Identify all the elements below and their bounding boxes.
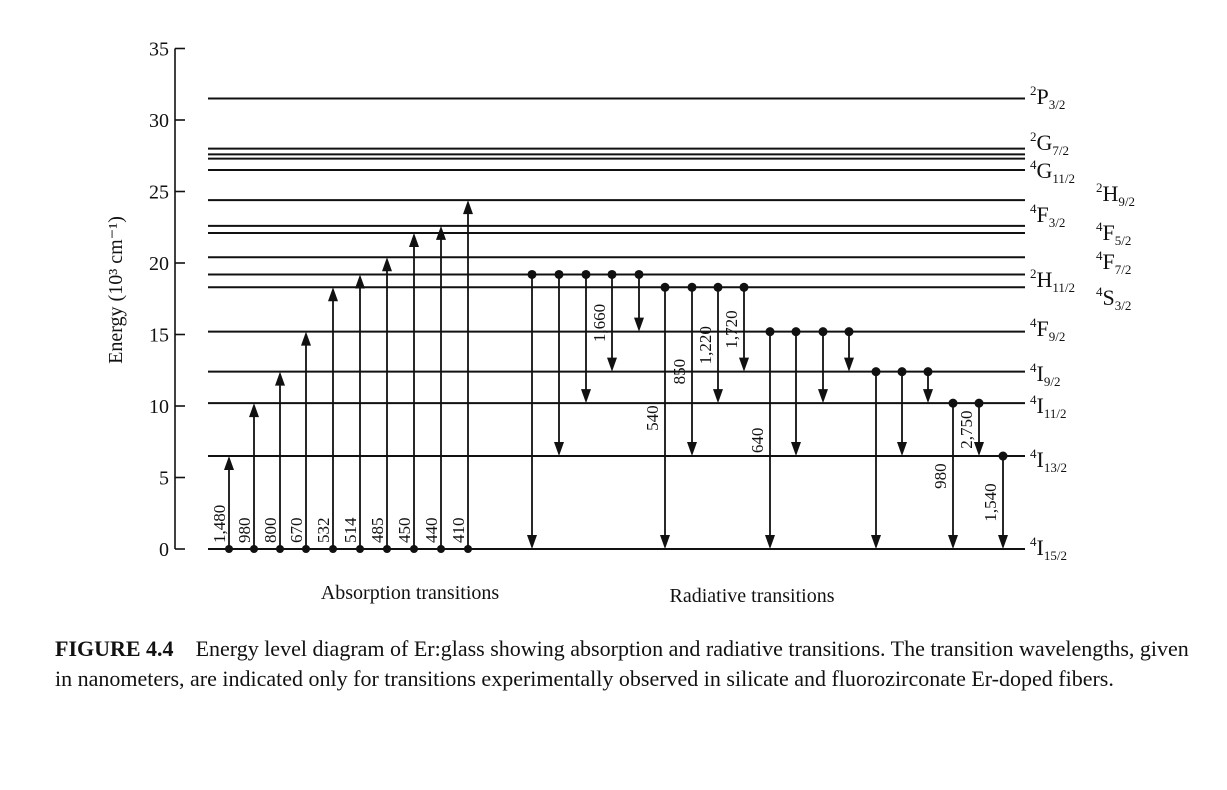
level-label-j: 9/2 — [1043, 374, 1061, 389]
level-label — [1030, 360, 1060, 389]
level-label — [1030, 83, 1065, 112]
absorption-wavelength-label: 485 — [368, 517, 387, 543]
level-label-j: 15/2 — [1043, 548, 1067, 563]
absorption-wavelength-label: 800 — [261, 517, 280, 543]
radiative-wavelength-label: 1,660 — [590, 303, 609, 343]
level-label — [1030, 129, 1069, 158]
arrowhead-up — [275, 372, 285, 386]
level-label-j: 7/2 — [1052, 143, 1070, 158]
arrowhead-down — [871, 535, 881, 549]
ground-state-dot — [276, 545, 284, 553]
axis-tick-label: 25 — [149, 181, 169, 204]
level-label-term: I — [1036, 447, 1044, 472]
absorption-transitions — [210, 200, 473, 553]
ground-state-dot — [329, 545, 337, 553]
arrowhead-up — [355, 274, 365, 288]
arrowhead-down — [818, 389, 828, 403]
level-label-j: 11/2 — [1052, 171, 1076, 186]
ground-state-dot — [464, 545, 472, 553]
figure-number: FIGURE 4.4 — [55, 636, 174, 661]
arrowhead-down — [765, 535, 775, 549]
arrowhead-down — [923, 389, 933, 403]
arrowhead-down — [527, 535, 537, 549]
axis-tick-label: 0 — [159, 539, 169, 561]
level-label — [1030, 201, 1065, 230]
arrowhead-down — [687, 442, 697, 456]
level-label — [1096, 219, 1131, 248]
level-label-j: 3/2 — [1048, 97, 1066, 112]
level-label — [1030, 534, 1067, 563]
level-label-term: I — [1036, 393, 1044, 418]
radiative-wavelength-label: 2,750 — [957, 410, 976, 449]
absorption-wavelength-label: 440 — [422, 517, 441, 543]
energy-levels — [208, 99, 1025, 549]
level-label-multiplicity: 4 — [1096, 219, 1103, 234]
arrowhead-up — [328, 287, 338, 301]
level-label — [1096, 284, 1131, 313]
absorption-wavelength-label: 450 — [395, 517, 414, 543]
absorption-wavelength-label: 514 — [341, 517, 360, 543]
level-label-j: 3/2 — [1114, 298, 1132, 313]
arrowhead-down — [713, 389, 723, 403]
ground-state-dot — [437, 545, 445, 553]
level-label-j: 11/2 — [1043, 406, 1067, 421]
axis-tick-label: 5 — [159, 467, 169, 490]
arrowhead-down — [634, 318, 644, 332]
ground-state-dot — [410, 545, 418, 553]
level-label-term: F — [1102, 249, 1115, 274]
level-label — [1030, 446, 1067, 475]
level-label-term: I — [1036, 535, 1044, 560]
axis-tick-label: 20 — [149, 253, 169, 275]
level-label-multiplicity: 4 — [1030, 446, 1037, 461]
ground-state-dot — [225, 545, 233, 553]
level-label-multiplicity: 4 — [1030, 315, 1037, 330]
absorption-wavelength-label: 532 — [314, 517, 333, 543]
arrowhead-down — [897, 442, 907, 456]
axis-tick-label: 35 — [149, 38, 169, 61]
caption-text: Energy level diagram of Er:glass showing absorption and radiative transitions. The transition wavelengths, given in nanometers, are indicated only for transitions experimentally observed in silicate and fluorozirconate Er-doped fibers. — [55, 636, 1189, 691]
radiative-wavelength-label: 640 — [748, 427, 767, 454]
arrowhead-up — [224, 456, 234, 470]
level-label-multiplicity: 4 — [1096, 284, 1103, 299]
level-label — [1030, 266, 1075, 295]
arrowhead-down — [948, 535, 958, 549]
level-label-term: F — [1102, 220, 1115, 245]
level-label-j: 9/2 — [1048, 329, 1066, 344]
radiative-wavelength-label: 1,540 — [981, 483, 1000, 522]
level-label-j: 13/2 — [1043, 460, 1067, 475]
axis-tick-label: 10 — [149, 396, 169, 418]
level-label-j: 5/2 — [1114, 233, 1132, 248]
axis-tick-label: 15 — [149, 324, 169, 347]
radiative-wavelength-label: 850 — [670, 358, 689, 385]
level-label-multiplicity: 4 — [1030, 157, 1037, 172]
level-label — [1096, 248, 1131, 277]
level-label-multiplicity: 4 — [1030, 392, 1037, 407]
level-label-multiplicity: 4 — [1030, 201, 1037, 216]
arrowhead-up — [382, 257, 392, 271]
level-label-j: 11/2 — [1052, 280, 1076, 295]
radiative-wavelength-label: 980 — [931, 463, 950, 489]
level-label-multiplicity: 4 — [1030, 534, 1037, 549]
level-label-term: F — [1036, 202, 1049, 227]
absorption-wavelength-label: 980 — [235, 517, 254, 543]
level-label-term: I — [1036, 361, 1044, 386]
arrowhead-up — [249, 403, 259, 417]
level-label — [1096, 180, 1135, 209]
arrowhead-down — [998, 535, 1008, 549]
level-label-multiplicity: 2 — [1096, 180, 1103, 195]
arrowhead-up — [463, 200, 473, 214]
arrowhead-down — [554, 442, 564, 456]
level-labels — [1030, 83, 1135, 563]
figure-caption — [55, 634, 1205, 694]
level-label-j: 3/2 — [1048, 215, 1066, 230]
arrowhead-down — [660, 535, 670, 549]
level-label-term: H — [1102, 181, 1119, 206]
arrowhead-down — [739, 358, 749, 372]
ground-state-dot — [250, 545, 258, 553]
level-label-term: G — [1036, 158, 1053, 183]
ground-state-dot — [383, 545, 391, 553]
ground-state-dot — [302, 545, 310, 553]
radiative-wavelength-label: 1,720 — [722, 310, 741, 349]
level-label-j: 9/2 — [1118, 194, 1136, 209]
level-label-term: P — [1036, 84, 1049, 109]
radiative-section-label: Radiative transitions — [669, 585, 835, 607]
absorption-wavelength-label: 670 — [287, 517, 306, 543]
absorption-wavelength-label: 410 — [449, 517, 468, 543]
level-label — [1030, 157, 1075, 186]
absorption-wavelength-label: 1,480 — [210, 504, 229, 543]
level-label-j: 7/2 — [1114, 262, 1132, 277]
energy-axis — [149, 39, 185, 562]
arrowhead-down — [791, 442, 801, 456]
absorption-section-label: Absorption transitions — [320, 582, 500, 604]
arrowhead-down — [581, 389, 591, 403]
arrowhead-down — [607, 358, 617, 372]
arrowhead-up — [409, 233, 419, 247]
ground-state-dot — [356, 545, 364, 553]
level-label — [1030, 392, 1066, 421]
radiative-wavelength-label: 1,220 — [696, 326, 715, 365]
energy-axis-label: Energy (10³ cm⁻¹) — [105, 216, 127, 364]
level-label-multiplicity: 2 — [1030, 83, 1037, 98]
axis-tick-label: 30 — [149, 110, 169, 132]
level-label-multiplicity: 2 — [1030, 129, 1037, 144]
arrowhead-up — [301, 332, 311, 346]
level-label — [1030, 315, 1065, 344]
level-label-term: F — [1036, 316, 1049, 341]
level-label-term: G — [1036, 130, 1053, 155]
level-label-term: H — [1036, 267, 1053, 292]
arrowhead-down — [844, 358, 854, 372]
level-label-multiplicity: 4 — [1096, 248, 1103, 263]
radiative-wavelength-label: 540 — [643, 405, 662, 431]
radiative-transitions — [527, 270, 1008, 549]
level-label-term: S — [1102, 285, 1115, 310]
level-label-multiplicity: 4 — [1030, 360, 1037, 375]
level-label-multiplicity: 2 — [1030, 266, 1037, 281]
